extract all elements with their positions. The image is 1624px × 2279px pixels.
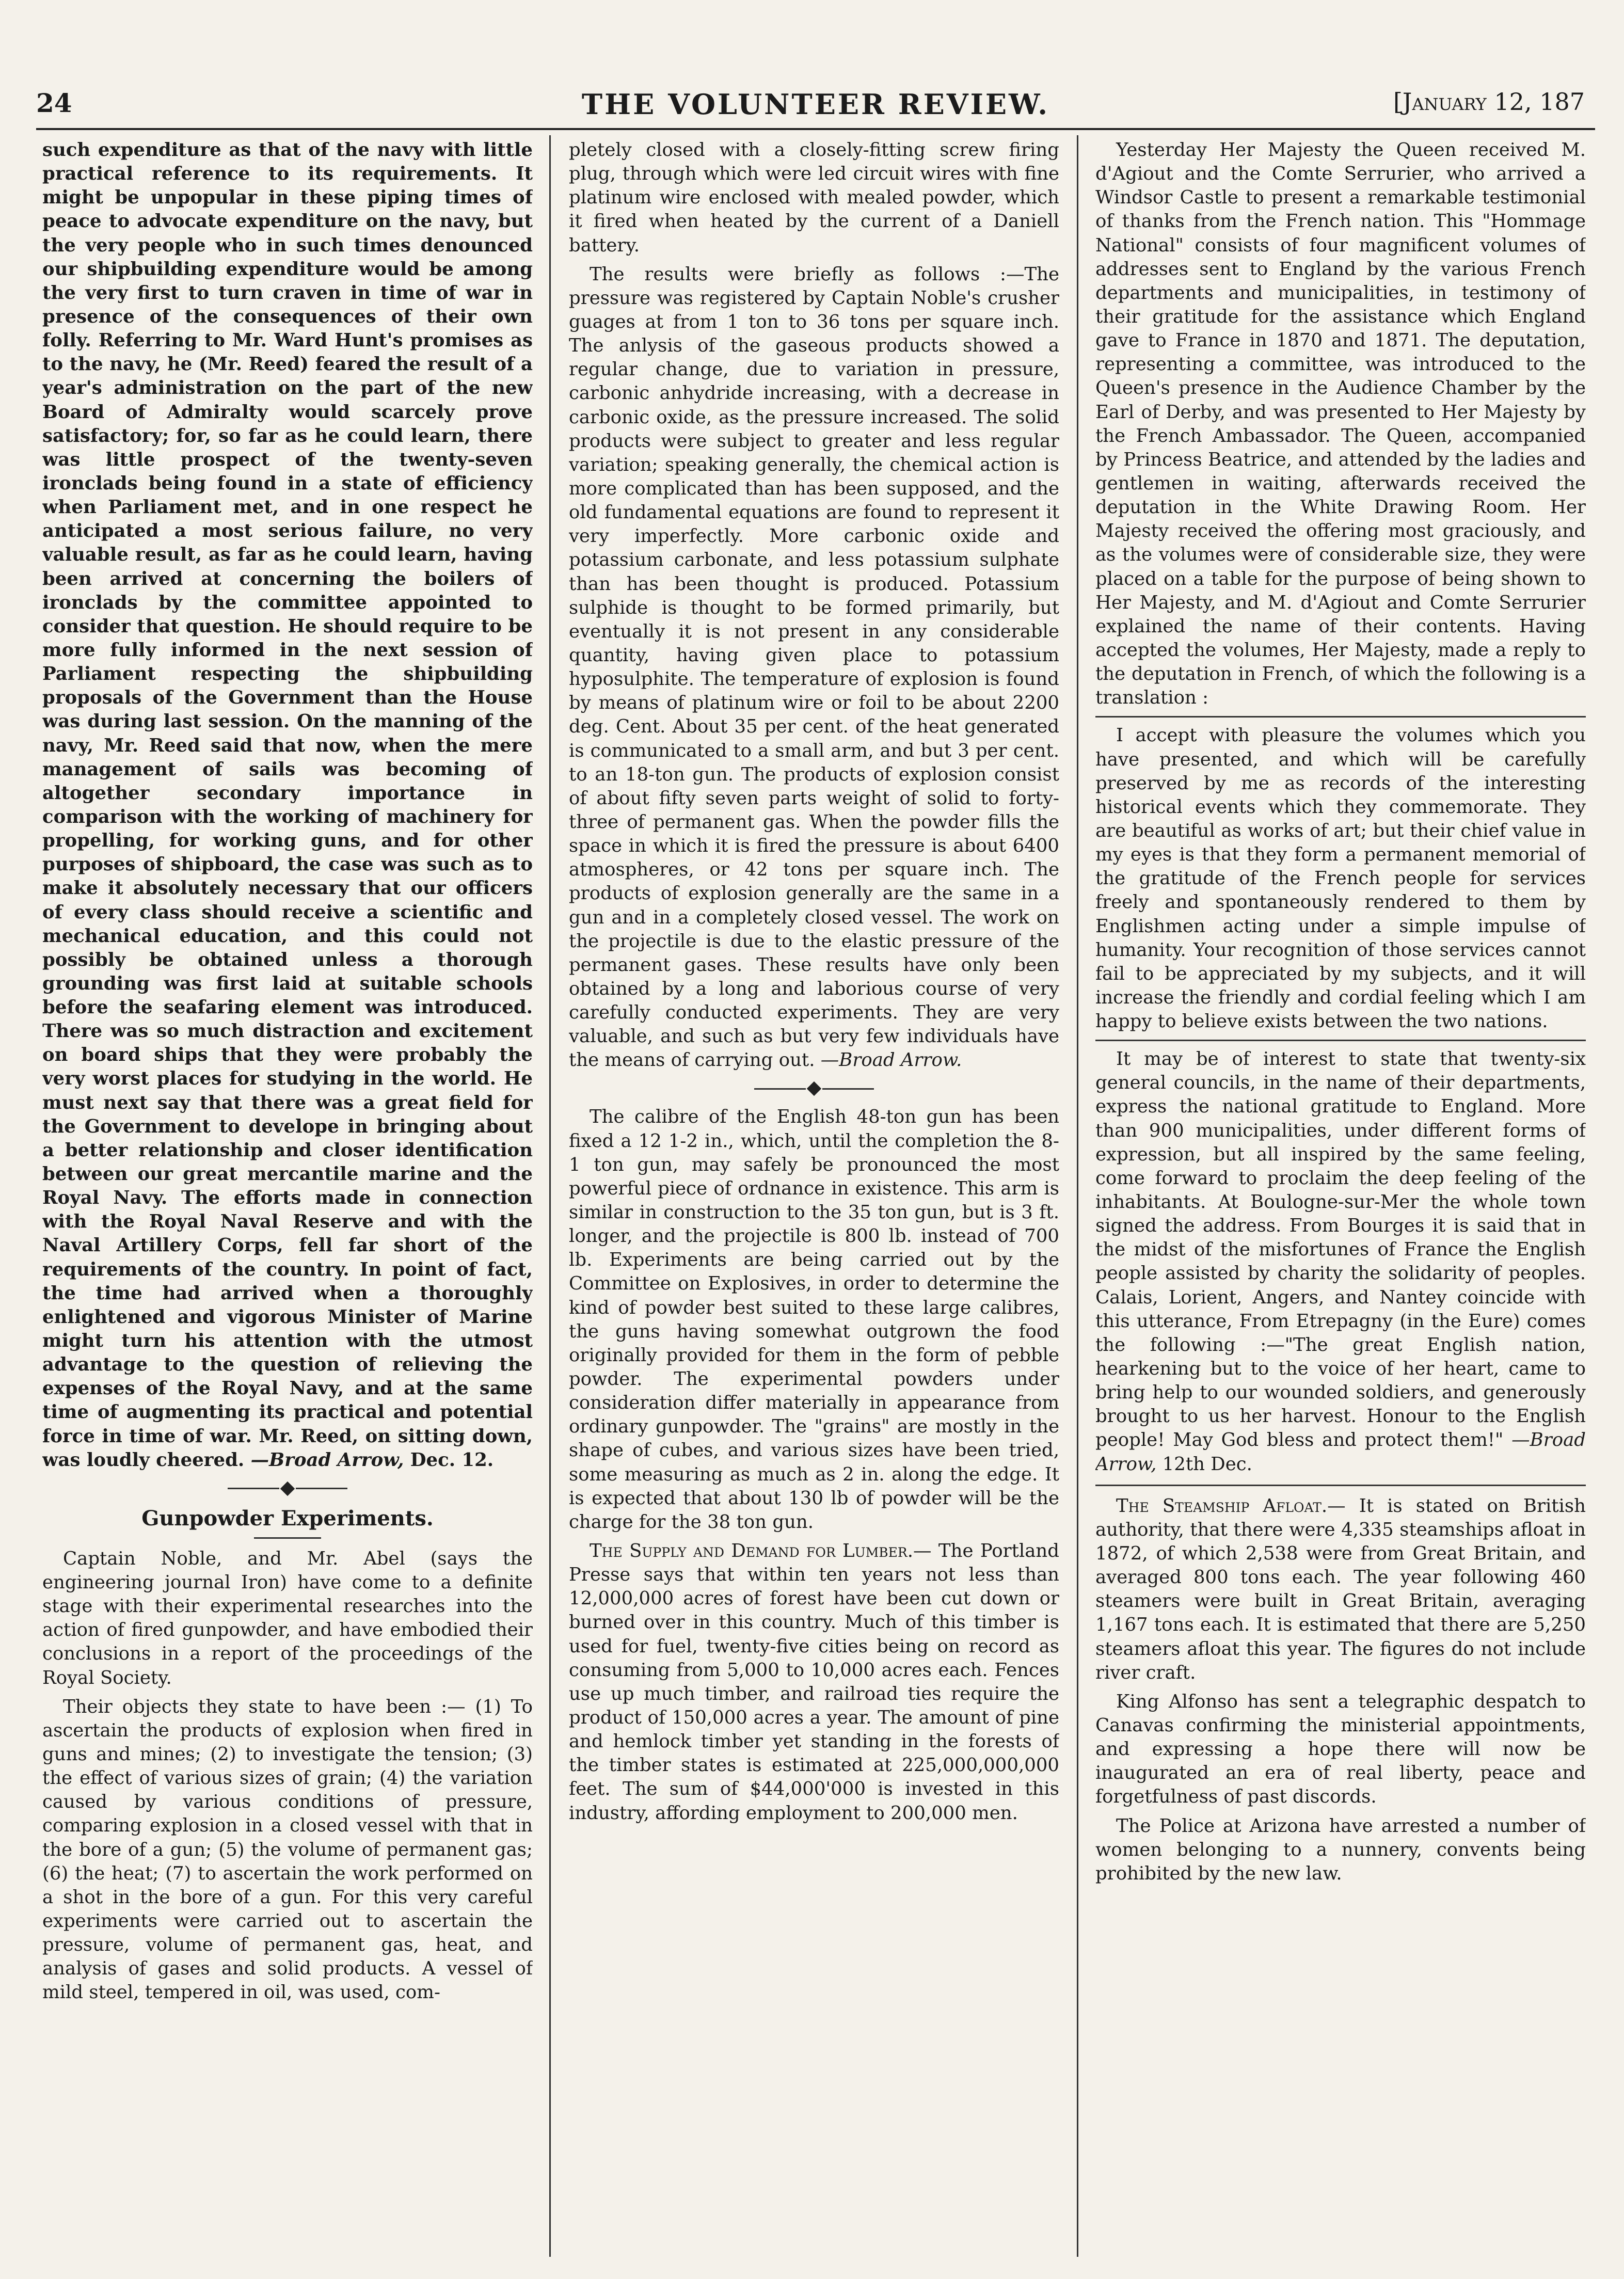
article-paragraph: Captain Noble, and Mr. Abel (says the engineering journal Iron) have come to a definite stage with their experimental researches into the action of fired gunpowder, and have embodied their conclusions in a report of the proceedings of the Royal Society. <box>42 1548 533 1688</box>
header-rule <box>36 128 1595 130</box>
article-paragraph <box>42 138 533 1472</box>
item-heading: The Steamship Afloat.— <box>1116 1495 1346 1517</box>
heading-rule <box>254 1537 321 1539</box>
section-ornament <box>42 1484 533 1494</box>
issue-date: [January 12, 187 <box>1393 88 1585 116</box>
quoted-reply: I accept with pleasure the volumes which you have presented, and which will be carefully preserved by me as records of the interesting historical events which they commemorate. They are beautiful as works of art; but their chief value in my eyes is that they form a permanent memorial of the gratitude of the French people for services freely and spontaneously rendered to them by Englishmen acting under a simple impulse of humanity. Your recognition of those services cannot fail to be appreciated by my subjects, and it will increase the friendly and cordial feeling which I am happy to believe exists between the two nations. <box>1095 725 1586 1032</box>
section-ornament <box>569 1083 1059 1094</box>
article-paragraph: King Alfonso has sent a telegraphic despatch to Canavas confirming the ministerial appointments, and expressing a hope there will now be inaugurated an era of real liberty, peace and forgetfulness of past discords. <box>1095 1691 1586 1808</box>
masthead <box>36 88 1595 124</box>
section-rule <box>1095 716 1586 718</box>
column-divider <box>1077 135 1078 2257</box>
column-2 <box>569 138 1059 2250</box>
source-credit: —Broad Arrow, <box>250 1449 404 1471</box>
article-paragraph <box>569 263 1059 1073</box>
paragraph-text: It is stated on British authority, that there were 4,335 steamships afloat in 1872, of which 2,538 were from Great Britain, and averaged 800 tons each. The year following 460 steamers were built in Great Britain, averaging 1,167 tons each. It is estimated that there are 5,250 steamers afloat this year. The figures do not include river craft. <box>1095 1495 1586 1683</box>
source-credit: —Broad Arrow. <box>820 1049 962 1071</box>
page-number: 24 <box>36 88 72 118</box>
item-heading: The Supply and Demand for Lumber.— <box>590 1540 932 1562</box>
section-rule <box>1095 1040 1586 1041</box>
paragraph-text: The Portland Presse says that within ten years not less than 12,000,000 acres of forest have been cut down or burned over in this country. Much of this timber is used for fuel, twenty-five cities being on record as consuming from 5,000 to 10,000 acres each. Fences use up much timber, and railroad ties require the product of 150,000 acres a year. The amount of pine and hemlock timber yet standing in the forests of the timber states is estimated at 225,000,000,000 feet. The sum of $44,000'000 is invested in this industry, affording employment to 200,000 men. <box>569 1540 1059 1824</box>
paragraph-text: It may be of interest to state that twenty-six general councils, in the name of their departments, express the national gratitude to England. More than 900 municipalities, under different forms of expression, but all inspired by the same feeling, come forward to proclaim the deep feeling of the inhabitants. At Boulogne-sur-Mer the whole town signed the address. From Bourges it is said that in the midst of the misfortunes of France the English people assisted by charity the solidarity of peoples. Calais, Lorient, Angers, and Nantey coincide with this utterance, From Etrepagny (in the Eure) comes the following :—"The great English nation, hearkening but to the voice of her heart, came to bring help to our wounded soldiers, and generously brought to us her harvest. Honour to the English people! May God bless and protect them!" <box>1095 1048 1586 1451</box>
article-paragraph: Yesterday Her Majesty the Queen received M. d'Agiout and the Comte Serrurier, who arrived a Windsor Castle to present a remarkable testimonial of thanks from the French nation. This "Hommage National" consists of four magnificent volumes of addresses sent to England by the various French departments and municipalities, in testimony of their gratitude for the assistance which England gave to France in 1870 and 1871. The deputation, representing a committee, was introduced to the Queen's presence in the Audience Chamber by the Earl of Derby, and was presented to Her Majesty by the French Ambassador. The Queen, accompanied by Princess Beatrice, and attended by the ladies and gentlemen in waiting, afterwards received the deputation in the White Drawing Room. Her Majesty received the offering most graciously, and as the volumes were of considerable size, they were placed on a table for the purpose of being shown to Her Majesty, and M. d'Agiout and Comte Serrurier explained the name of their contents. Having accepted the volumes, Her Majesty, made a reply to the deputation in French, of which the following is a translation : <box>1095 139 1586 709</box>
article-paragraph <box>1095 1494 1586 1685</box>
article-paragraph <box>1095 1047 1586 1476</box>
paragraph-text: The results were briefly as follows :—The pressure was registered by Captain Noble's crusher guages at from 1 ton to 36 tons per square inch. The anlysis of the gaseous products showed a regular change, due to variation in pressure, carbonic anhydride increasing, with a decrease in carbonic oxide, as the pressure increased. The solid products were subject to greater and less regular variation; speaking generally, the chemical action is more complicated than has been supposed, and the old fundamental equations are found to represent it very imperfectly. More carbonic oxide and potassium carbonate, and less potassium sulphate than has been thought is produced. Potassium sulphide is thought to be formed primarily, but eventually it is not present in any considerable quantity, having given place to potassium hyposulphite. The temperature of explosion is found by means of platinum wire or foil to be about 2200 deg. Cent. About 35 per cent. of the heat generated is communicated to a small arm, and but 3 per cent. to an 18-ton gun. The products of explosion consist of about fifty seven parts weight of solid to forty-three of permanent gas. When the powder fills the space in which it is fired the pressure is about 6400 atmospheres, or 42 tons per square inch. The products of explosion generally are the same in a gun and in a completely closed vessel. The work on the projectile is due to the elastic pressure of the permanent gases. These results have only been obtained by a long and laborious course of very carefully conducted experiments. They are very valuable, and such as but very few individuals have the means of carrying out. <box>569 263 1059 1071</box>
paragraph-text: such expenditure as that of the navy with little practical reference to its requirements. It might be unpopular in these piping times of peace to advocate expenditure on the navy, but the very people who in such times denounced our shipbuilding expenditure would be among the very first to turn craven in time of war in presence of the consequences of their own folly. Referring to Mr. Ward Hunt's promises as to the navy, he (Mr. Reed) feared the result of a year's administration on the part of the new Board of Admiralty would scarcely prove satisfactory; for, so far as he could learn, there was little prospect of the twenty-seven ironclads being found in a state of efficiency when Parliament met, and in one respect he anticipated a most serious failure, no very valuable result, as far as he could learn, having been arrived at concerning the boilers of ironclads by the committee appointed to consider that question. He should require to be more fully informed in the next session of Parliament respecting the shipbuilding proposals of the Government than the House was during last session. On the manning of the navy, Mr. Reed said that now, when the mere management of sails was becoming of altogether secondary importance in comparison with the working of machinery for propelling, for working guns, and for other purposes of shipboard, the case was such as to make it absolutely necessary that our officers of every class should receive a scientific and mechanical education, and this could not possibly be obtained unless a thorough grounding was first laid at suitable schools before the seafaring element was introduced. There was so much distraction and excitement on board ships that they were probably the very worst places for studying in the world. He must next say that there was a great field for the Government to develope in bringing about a better relationship and closer identification between our great mercantile marine and the Royal Navy. The efforts made in connection with the Royal Naval Reserve and with the Naval Artillery Corps, fell far short of the requirements of the country. In point of fact, the time had arrived when a thoroughly enlightened and vigorous Minister of Marine might turn his attention with the utmost advantage to the question of relieving the expenses of the Royal Navy, and at the same time of augmenting its practical and potential force in time of war. Mr. Reed, on sitting down, was loudly cheered. <box>42 139 533 1471</box>
source-credit: —Broad Arrow, <box>1095 1429 1586 1475</box>
source-date: 12th Dec. <box>1162 1453 1252 1475</box>
article-paragraph: The Police at Arizona have arrested a number of women belonging to a nunnery, convents being prohibited by the new law. <box>1095 1815 1586 1884</box>
section-rule <box>1095 1485 1586 1486</box>
column-3 <box>1095 138 1586 2250</box>
article-paragraph <box>569 1539 1059 1825</box>
article-paragraph: The calibre of the English 48-ton gun has been fixed a 12 1-2 in., which, until the completion the 8-1 ton gun, may safely be pronounced the most powerful piece of ordnance in existence. This arm is similar in construction to the 35 ton gun, but is 3 ft. longer, and the projectile is 800 lb. instead of 700 lb. Experiments are being carried out by the Committee on Explosives, in order to determine the kind of powder best suited to these large calibres, the guns having somewhat outgrown the food originally provided for them in the form of pebble powder. The experimental powders under consideration differ materially in appearance from ordinary gunpowder. The "grains" are mostly in the shape of cubes, and various sizes have been tried, some measuring as much as 2 in. along the edge. It is expected that about 130 lb of powder will be the charge for the 38 ton gun. <box>569 1106 1059 1533</box>
article-paragraph: pletely closed with a closely-fitting screw firing plug, through which were led circuit wires with fine platinum wire enclosed with mealed powder, which it fired when heated by the current of a Daniell battery. <box>569 139 1059 256</box>
column-1 <box>42 138 533 2250</box>
newspaper-title: THE VOLUNTEER REVIEW. <box>581 88 1050 121</box>
article-paragraph: Their objects they state to have been :— (1) To ascertain the products of explosion when fired in guns and mines; (2) to investigate the tension; (3) the effect of various sizes of grain; (4) the variation caused by various conditions of pressure, comparing explosion in a closed vessel with that in the bore of a gun; (5) the volume of permanent gas; (6) the heat; (7) to ascertain the work performed on a shot in the bore of a gun. For this very careful experiments were carried out to ascertain the pressure, volume of permanent gas, heat, and analysis of gases and solid products. A vessel of mild steel, tempered in oil, was used, com- <box>42 1696 533 2003</box>
article-heading: Gunpowder Experiments. <box>141 1506 434 1531</box>
source-date: Dec. 12. <box>410 1449 494 1471</box>
column-divider <box>549 135 551 2257</box>
